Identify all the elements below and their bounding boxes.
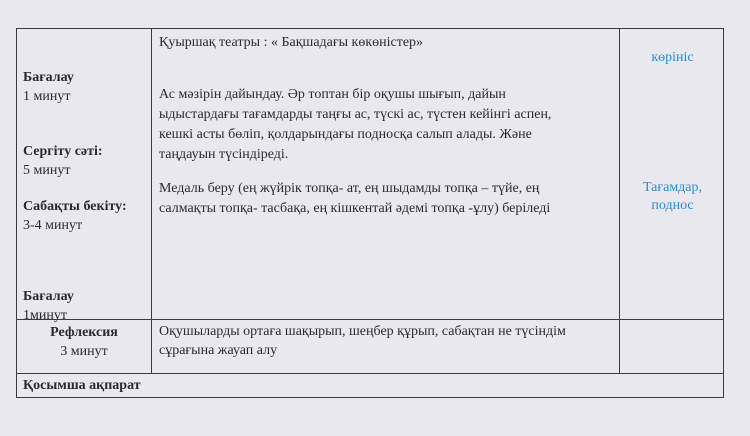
resource-scene: көрініс [651,50,694,65]
assessment-2-time: 1минут [23,308,67,323]
row-divider-2 [17,373,723,374]
activity-paragraph-2 [159,179,550,219]
paragraph-1-line: ыдыстардағы тағамдарды таңғы ас, түскі ас, түстен кейінгі аспен, [159,107,552,122]
reflection-time: 3 минут [60,344,108,359]
activity-paragraph-1 [159,85,551,165]
lesson-plan-table [16,28,724,398]
resource-food-line1: Тағамдар, [642,180,703,195]
assessment-1-time: 1 минут [23,89,71,104]
reflection-text-line1: Оқушыларды ортаға шақырып, шеңбер құрып, сабақтан не түсіндім [159,324,566,339]
theatre-title: Қуыршақ театры : « Бақшадағы көкөністер» [159,35,424,50]
paragraph-1-line: таңдауын түсіндіреді. [159,147,289,162]
warmup-time: 5 минут [23,163,71,178]
assessment-1-title: Бағалау [23,70,74,85]
consolidation-time: 3-4 минут [23,218,83,233]
paragraph-1-line: Ас мәзірін дайындау. Әр топтан бір оқушы шығып, дайын [159,87,506,102]
column-divider-1 [151,29,152,374]
warmup-title: Сергіту сәті: [23,144,103,159]
paragraph-1-line: кешкі асты бөліп, қолдарындағы подносқа салып алады. Және [159,127,532,142]
consolidation-title: Сабақты бекіту: [23,199,127,214]
assessment-2-title: Бағалау [23,289,74,304]
extra-info-title: Қосымша ақпарат [23,378,141,393]
paragraph-2-line: Медаль беру (ең жүйрік топқа- ат, ең шыдамды топқа – түйе, ең [159,181,540,196]
reflection-title: Рефлексия [50,325,118,340]
paragraph-2-line: салмақты топқа- тасбақа, ең кішкентай әдемі топқа -ұлу) беріледі [159,201,551,216]
resource-food-line2: поднос [651,198,694,213]
reflection-text-line2: сұрағына жауап алу [159,343,278,358]
row-divider-1 [17,319,723,320]
